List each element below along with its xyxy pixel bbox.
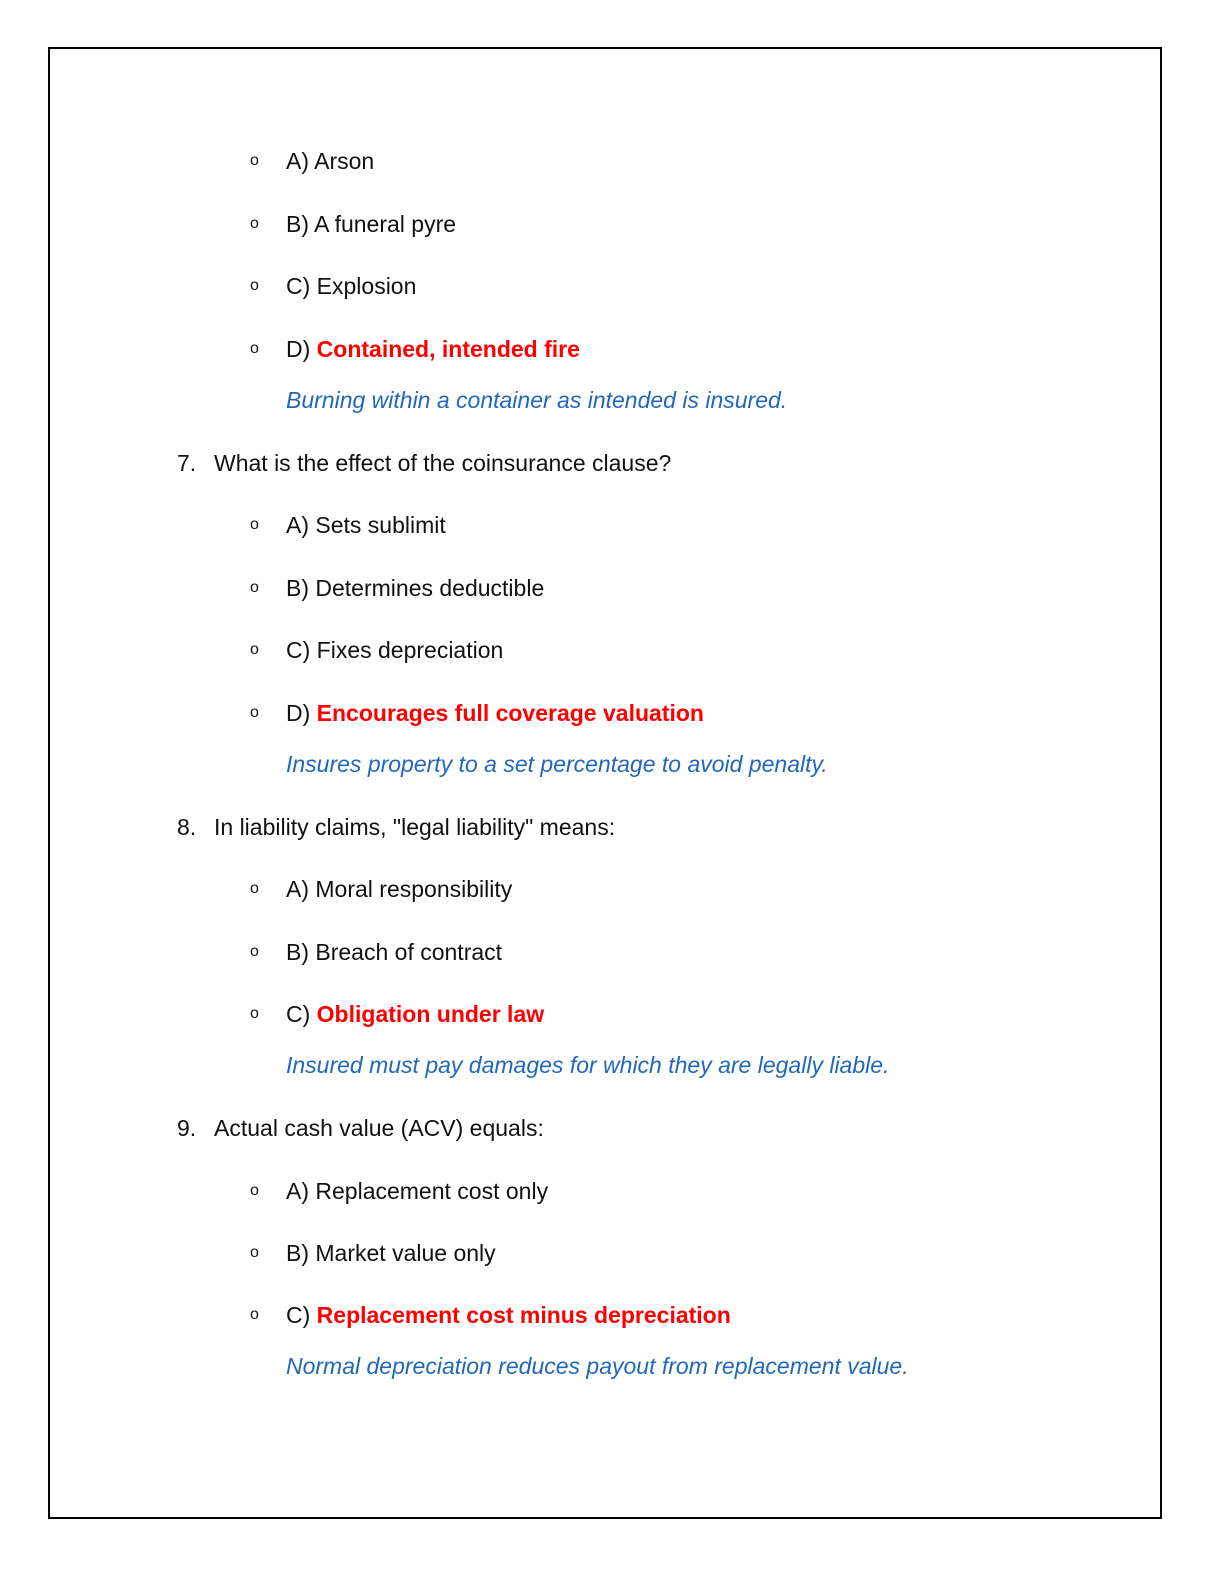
question-number: 9. xyxy=(177,1115,197,1141)
option-q7-b: B) Determines deductible xyxy=(286,575,545,601)
option-prefix: D) xyxy=(286,700,317,726)
list-bullet: o xyxy=(250,880,259,897)
list-bullet: o xyxy=(250,516,259,533)
list-bullet: o xyxy=(250,1306,259,1323)
question-number: 7. xyxy=(177,450,197,476)
list-bullet: o xyxy=(250,340,259,357)
option-q7-c: C) Fixes depreciation xyxy=(286,637,504,663)
correct-answer: Obligation under law xyxy=(316,1001,545,1027)
list-bullet: o xyxy=(250,579,259,596)
list-bullet: o xyxy=(250,215,259,232)
option-q8-c xyxy=(286,999,544,1029)
option-q6-c: C) Explosion xyxy=(286,273,417,299)
list-bullet: o xyxy=(250,943,259,960)
list-bullet: o xyxy=(250,1005,259,1022)
correct-answer: Encourages full coverage valuation xyxy=(316,700,704,726)
question-number: 8. xyxy=(177,814,197,840)
option-q9-c xyxy=(286,1300,731,1330)
option-q6-a: A) Arson xyxy=(286,148,375,174)
question-text: In liability claims, "legal liability" means: xyxy=(214,814,616,840)
list-bullet: o xyxy=(250,704,259,721)
list-bullet: o xyxy=(250,1244,259,1261)
explanation-q8: Insured must pay damages for which they are legally liable. xyxy=(286,1052,890,1078)
option-q9-a: A) Replacement cost only xyxy=(286,1178,549,1204)
explanation-q7: Insures property to a set percentage to avoid penalty. xyxy=(286,751,828,777)
question-text: What is the effect of the coinsurance clause? xyxy=(214,450,672,476)
option-q6-b: B) A funeral pyre xyxy=(286,211,457,237)
option-q7-d xyxy=(286,698,704,728)
list-bullet: o xyxy=(250,152,259,169)
list-bullet: o xyxy=(250,277,259,294)
option-q7-a: A) Sets sublimit xyxy=(286,512,446,538)
explanation-q9: Normal depreciation reduces payout from replacement value. xyxy=(286,1353,909,1379)
correct-answer: Replacement cost minus depreciation xyxy=(316,1302,731,1328)
list-bullet: o xyxy=(250,641,259,658)
list-bullet: o xyxy=(250,1182,259,1199)
explanation-q6: Burning within a container as intended is insured. xyxy=(286,387,788,413)
option-prefix: D) xyxy=(286,336,317,362)
option-q8-a: A) Moral responsibility xyxy=(286,876,513,902)
option-prefix: C) xyxy=(286,1302,317,1328)
option-q8-b: B) Breach of contract xyxy=(286,939,503,965)
correct-answer: Contained, intended fire xyxy=(316,336,580,362)
page-border xyxy=(48,47,1162,1519)
option-q9-b: B) Market value only xyxy=(286,1240,496,1266)
option-q6-d xyxy=(286,334,580,364)
option-prefix: C) xyxy=(286,1001,317,1027)
question-text: Actual cash value (ACV) equals: xyxy=(214,1115,544,1141)
